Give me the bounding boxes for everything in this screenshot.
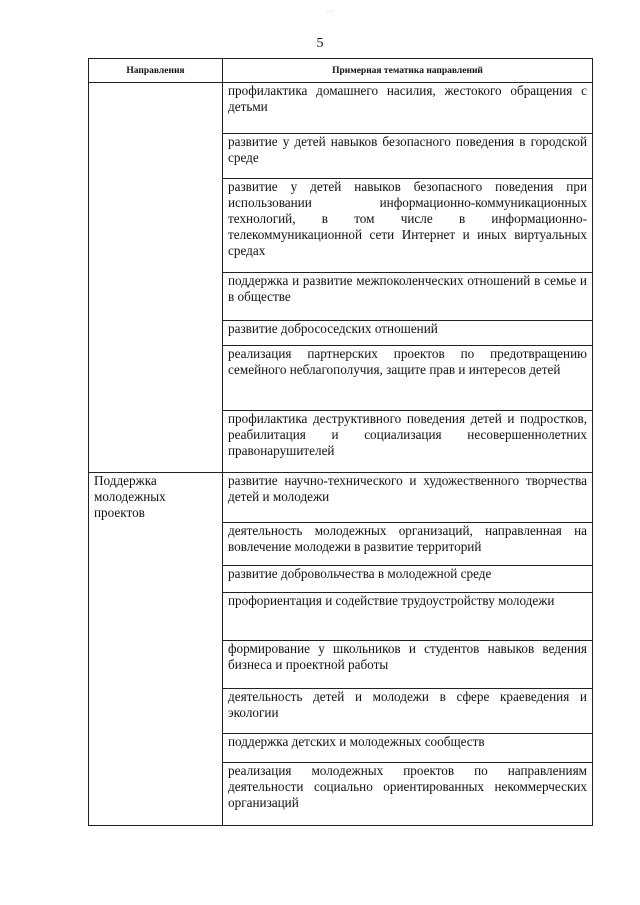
topic-cell: деятельность детей и молодежи в сфере краеведения и экологии <box>223 689 593 734</box>
topic-cell: деятельность молодежных организаций, направленная на вовлечение молодежи в развитие территорий <box>223 523 593 566</box>
table-row <box>89 83 593 134</box>
topic-cell: поддержка детских и молодежных сообществ <box>223 734 593 763</box>
topic-cell: развитие у детей навыков безопасного поведения в городской среде <box>223 134 593 179</box>
topic-cell: развитие научно-технического и художественного творчества детей и молодежи <box>223 473 593 523</box>
topic-cell: развитие добрососедских отношений <box>223 321 593 346</box>
topic-cell: развитие добровольчества в молодежной среде <box>223 566 593 593</box>
topic-cell: формирование у школьников и студентов навыков ведения бизнеса и проектной работы <box>223 641 593 689</box>
topic-cell: профилактика домашнего насилия, жестокого обращения с детьми <box>223 83 593 134</box>
topic-cell: поддержка и развитие межпоколенческих отношений в семье и в обществе <box>223 273 593 321</box>
topic-cell: реализация партнерских проектов по предотвращению семейного неблагополучия, защите прав и интересов детей <box>223 346 593 411</box>
table-header-row <box>89 59 593 83</box>
faint-stamp: ... <box>325 4 335 14</box>
direction-cell: Поддержка молодежных проектов <box>89 473 223 826</box>
page-number: 5 <box>316 36 324 51</box>
topic-cell: реализация молодежных проектов по направлениям деятельности социально ориентированных некоммерческих организаций <box>223 763 593 826</box>
table-row <box>89 473 593 523</box>
direction-cell <box>89 83 223 473</box>
header-topics: Примерная тематика направлений <box>223 59 593 83</box>
directions-table <box>88 58 593 826</box>
header-directions: Направления <box>89 59 223 83</box>
topic-cell: профориентация и содействие трудоустройству молодежи <box>223 593 593 641</box>
topic-cell: развитие у детей навыков безопасного поведения при использовании информационно-коммуникационных технологий, в том числе в информационно-телекоммуникационной сети Интернет и иных виртуальных средах <box>223 179 593 273</box>
topic-cell: профилактика деструктивного поведения детей и подростков, реабилитация и социализация несовершеннолетних правонарушителей <box>223 411 593 473</box>
